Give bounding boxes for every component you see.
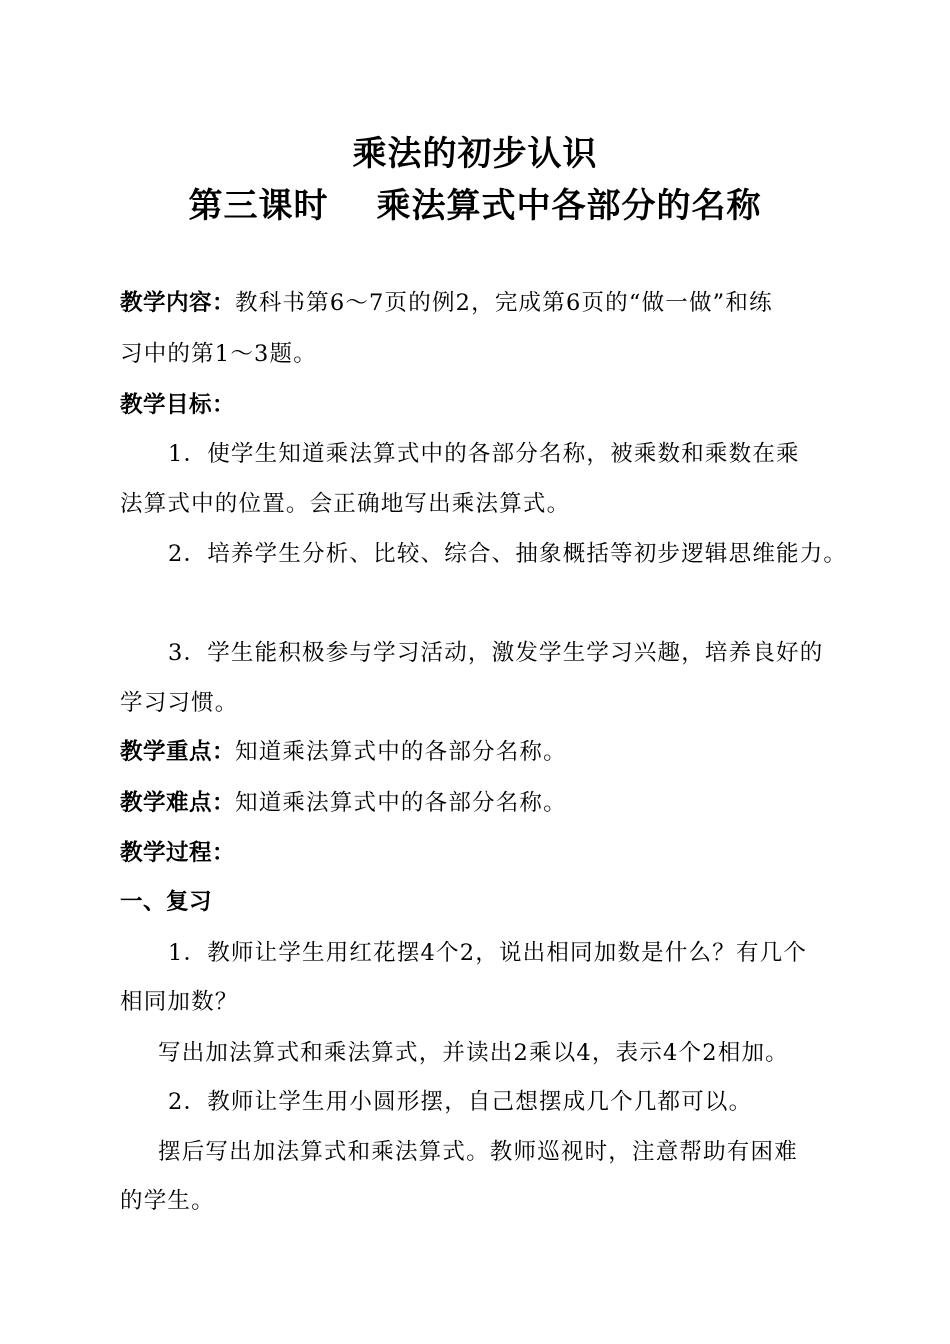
objective-1-line-1: 1．使学生知道乘法算式中的各部分名称，被乘数和乘数在乘 [168, 441, 800, 467]
lesson-number: 第三课时 [188, 186, 329, 226]
difficulty-label: 教学难点： [120, 790, 236, 816]
objective-2: 2．培养学生分析、比较、综合、抽象概括等初步逻辑思维能力。 [168, 541, 848, 567]
difficulty-text: 知道乘法算式中的各部分名称。 [235, 790, 567, 816]
lesson-topic: 乘法算式中各部分的名称 [376, 186, 762, 226]
document-subtitle [0, 186, 950, 226]
review-step-1-line-1: 1．教师让学生用红花摆4个2，说出相同加数是什么？有几个 [168, 940, 808, 966]
review-step-2-line-3: 的学生。 [120, 1188, 215, 1214]
review-step-1-line-2: 相同加数？ [120, 989, 239, 1015]
process-label: 教学过程： [120, 840, 236, 866]
objective-1-line-2: 法算式中的位置。会正确地写出乘法算式。 [120, 491, 571, 517]
teaching-content-line-1 [120, 286, 850, 320]
key-point-text: 知道乘法算式中的各部分名称。 [235, 739, 567, 765]
teaching-content-label: 教学内容： [120, 290, 236, 316]
key-point [120, 735, 850, 769]
section-review-heading: 一、复习 [120, 889, 213, 915]
review-step-2-line-2: 摆后写出加法算式和乘法算式。教师巡视时，注意帮助有困难 [158, 1139, 798, 1165]
review-step-2-line-1: 2．教师让学生用小圆形摆，自己想摆成几个几都可以。 [168, 1089, 753, 1115]
difficulty [120, 786, 850, 820]
objective-3-line-2: 学习习惯。 [120, 690, 239, 716]
teaching-content-text-1: 教科书第6～7页的例2，完成第6页的“做一做”和练 [235, 290, 773, 316]
key-point-label: 教学重点： [120, 739, 236, 765]
objectives-label: 教学目标： [120, 392, 236, 418]
document-title: 乘法的初步认识 [352, 134, 598, 174]
objective-3-line-1: 3．学生能积极参与学习活动，激发学生学习兴趣，培养良好的 [168, 640, 824, 666]
teaching-content-line-2: 习中的第1～3题。 [120, 341, 317, 367]
review-step-1-line-3: 写出加法算式和乘法算式，并读出2乘以4，表示4个2相加。 [158, 1040, 789, 1066]
